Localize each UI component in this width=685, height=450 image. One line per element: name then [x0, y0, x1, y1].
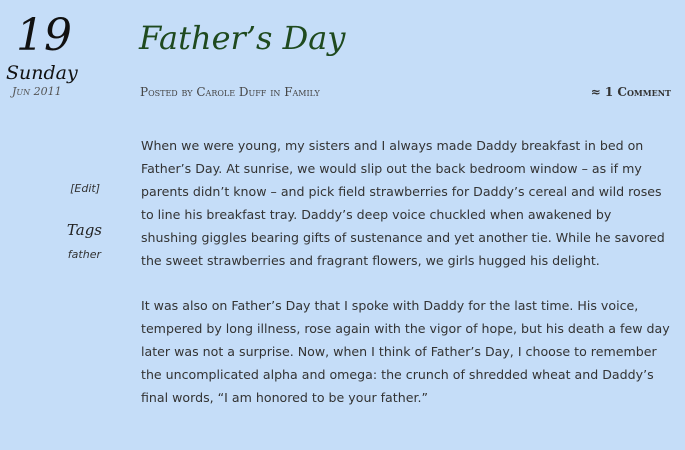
- date-weekday: Sunday: [6, 62, 78, 84]
- post-content: [141, 134, 671, 431]
- posted-by-label: Posted by: [140, 85, 193, 99]
- date-day: 19: [16, 10, 72, 61]
- author-link[interactable]: Carole Duff: [196, 85, 267, 99]
- post-title[interactable]: Father’s Day: [139, 19, 346, 57]
- tags-heading: Tags: [66, 221, 102, 239]
- post-meta: [140, 84, 320, 100]
- date-month-year: Jun 2011: [12, 85, 62, 98]
- post-paragraph: When we were young, my sisters and I always made Daddy breakfast in bed on Father’s Day. At sunrise, we would slip out the back bedroom window – as if my parents didn’t know – and pick field strawberries for Daddy’s cereal and wild roses to line his breakfast tray. Daddy’s deep voice chuckled when awakened by shushing giggles bearing gifts of sustenance and yet another tie. While he savored the sweet strawberries and fragrant flowers, we girls hugged his delight.: [141, 138, 665, 268]
- edit-link[interactable]: [Edit]: [70, 182, 100, 195]
- post-paragraph: It was also on Father’s Day that I spoke with Daddy for the last time. His voice, tempered by long illness, rose again with the vigor of hope, but his death a few day later was not a surprise. Now, when I think of Father’s Day, I choose to remember the uncomplicated alpha and omega: the crunch of shredded wheat and Daddy’s final words, “I am honored to be your father.”: [141, 298, 670, 405]
- in-label: in: [270, 85, 281, 99]
- category-link[interactable]: Family: [284, 85, 320, 99]
- comments-link[interactable]: ≈ 1 Comment: [590, 85, 671, 99]
- tag-link-father[interactable]: father: [67, 248, 101, 261]
